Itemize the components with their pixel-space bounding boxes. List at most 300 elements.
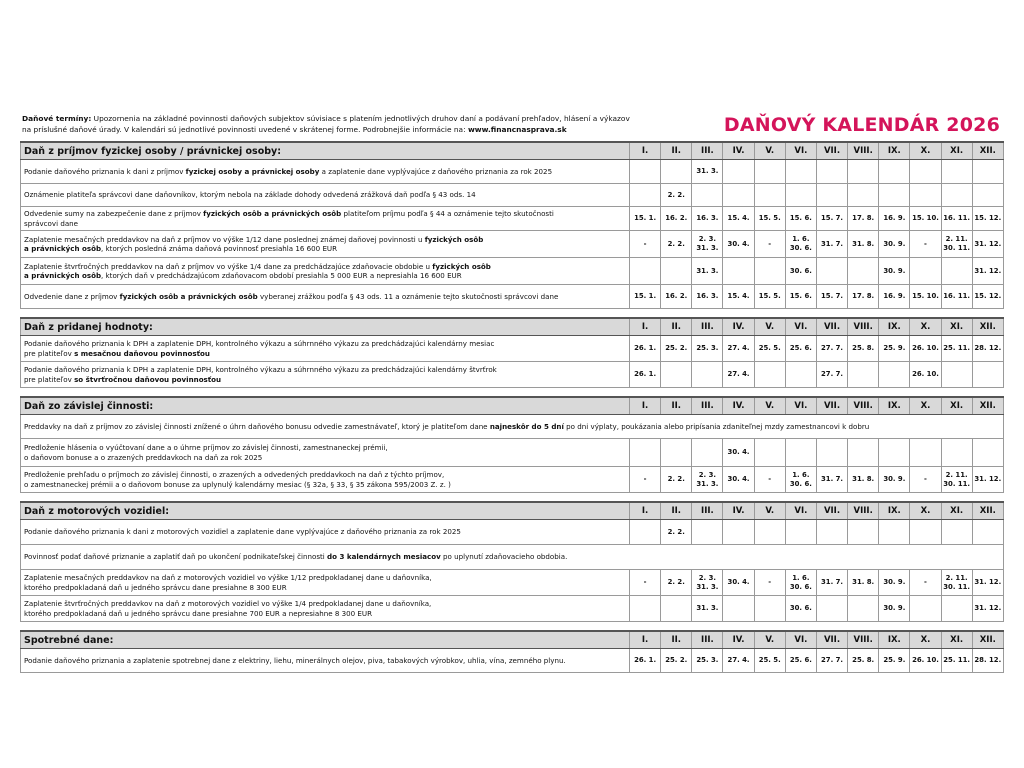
section-header-row xyxy=(21,631,1004,649)
deadline-cell xyxy=(910,184,941,207)
obligation-row xyxy=(21,545,1004,570)
text-segment: Zaplatenie štvrťročných preddavkov na daň z príjmov vo výške 1/4 dane za predchádzajúce zdaňovacie obdobie u xyxy=(24,261,433,271)
deadline-cell: 25. 2. xyxy=(661,649,692,673)
deadline-cell: 31. 12. xyxy=(972,467,1003,493)
tax-section-table xyxy=(20,630,1004,673)
text-segment: , ktorých daň v predchádzajúcom zdaňovacom období presiahla 5 000 EUR a nepresiahla 16 600 EUR xyxy=(101,271,462,280)
deadline-cell: 16. 3. xyxy=(692,207,723,231)
deadline-cell xyxy=(848,160,879,184)
deadline-cell: 15. 10. xyxy=(910,207,941,231)
description-line xyxy=(24,422,1000,432)
deadline-cell: 2. 2. xyxy=(661,467,692,493)
text-segment: pre platiteľov xyxy=(24,374,75,384)
deadline-cell: 25. 11. xyxy=(941,336,972,362)
description-line xyxy=(24,552,1000,562)
obligation-description xyxy=(21,439,630,467)
deadline-cell xyxy=(754,184,785,207)
bold-text: fyzických osôb a právnických osôb xyxy=(203,209,342,218)
month-header: VII. xyxy=(816,631,847,649)
month-header: IV. xyxy=(723,142,754,160)
month-header: IX. xyxy=(879,502,910,520)
obligation-description xyxy=(21,184,630,207)
deadline-cell: 26. 1. xyxy=(630,336,661,362)
deadline-date: 2. 3. xyxy=(698,470,716,479)
deadline-cell: 25. 9. xyxy=(879,336,910,362)
month-header: III. xyxy=(692,142,723,160)
intro-line-2 xyxy=(22,124,712,135)
deadline-cell: 15. 7. xyxy=(816,207,847,231)
deadline-cell: 30. 4. xyxy=(723,231,754,258)
text-segment: a zaplatenie dane vyplývajúce z daňového priznania za rok 2025 xyxy=(319,166,553,176)
month-header: IV. xyxy=(723,631,754,649)
obligation-description xyxy=(21,545,1004,570)
text-segment: Zaplatenie mesačných preddavkov na daň z príjmov vo výške 1/12 dane poslednej známej daňovej povinnosti u xyxy=(24,234,425,244)
obligation-row xyxy=(21,336,1004,362)
deadline-cell: - xyxy=(910,231,941,258)
deadline-date: 2. 11. xyxy=(945,470,968,479)
month-header: XI. xyxy=(941,397,972,415)
deadline-cell: 15. 1. xyxy=(630,207,661,231)
month-header: VII. xyxy=(816,397,847,415)
text-segment: Predloženie prehľadu o príjmoch zo závislej činnosti, o zrazených a odvedených preddavkoch na daň z týchto príjmov, xyxy=(24,470,445,479)
month-header: V. xyxy=(754,631,785,649)
deadline-cell: 30. 9. xyxy=(879,231,910,258)
description-line xyxy=(24,527,626,537)
description-line xyxy=(24,583,626,593)
deadline-cell xyxy=(785,362,816,388)
deadline-cell: 31. 12. xyxy=(972,258,1003,285)
deadline-date: 1. 6. xyxy=(792,470,810,479)
deadline-cell xyxy=(941,467,972,493)
description-line xyxy=(24,244,626,254)
deadline-cell xyxy=(910,520,941,545)
description-line xyxy=(24,235,626,245)
obligation-description xyxy=(21,160,630,184)
month-header: IX. xyxy=(879,631,910,649)
deadline-cell: 16. 2. xyxy=(661,285,692,309)
bold-text: s mesačnou daňovou povinnosťou xyxy=(74,348,210,358)
month-header: VI. xyxy=(785,142,816,160)
deadline-cell xyxy=(692,439,723,467)
month-header: XI. xyxy=(941,631,972,649)
month-header: VIII. xyxy=(848,318,879,336)
deadline-cell xyxy=(630,258,661,285)
obligation-row xyxy=(21,467,1004,493)
deadline-cell xyxy=(692,184,723,207)
deadline-cell: 30. 9. xyxy=(879,570,910,596)
deadline-cell: 30. 4. xyxy=(723,570,754,596)
obligation-row xyxy=(21,649,1004,673)
month-header: X. xyxy=(910,502,941,520)
deadline-cell: 31. 3. xyxy=(692,258,723,285)
deadline-cell: 17. 8. xyxy=(848,285,879,309)
month-header: VII. xyxy=(816,318,847,336)
description-line xyxy=(24,271,626,281)
deadline-cell xyxy=(879,362,910,388)
month-header: V. xyxy=(754,142,785,160)
text-segment: ktorého predpokladaná daň u jedného správcu dane presiahne 8 300 EUR xyxy=(24,582,287,592)
deadline-cell xyxy=(692,231,723,258)
deadline-cell: 28. 12. xyxy=(972,649,1003,673)
obligation-description xyxy=(21,258,630,285)
deadline-date: 31. 3. xyxy=(696,244,719,252)
month-header: XII. xyxy=(972,502,1003,520)
deadline-cell: 16. 9. xyxy=(879,207,910,231)
month-header: X. xyxy=(910,142,941,160)
deadline-date: 31. 3. xyxy=(696,582,719,591)
deadline-date: 30. 6. xyxy=(789,244,812,252)
obligation-row xyxy=(21,160,1004,184)
deadline-cell xyxy=(692,467,723,493)
bold-text: fyzickej osoby a právnickej osoby xyxy=(185,166,320,176)
month-header: VII. xyxy=(816,142,847,160)
text-segment: Zaplatenie mesačných preddavkov na daň z motorových vozidiel vo výške 1/12 predpokladanej dane u daňovníka, xyxy=(24,573,432,582)
description-line xyxy=(24,656,626,666)
month-header: IX. xyxy=(879,397,910,415)
obligation-description xyxy=(21,520,630,545)
deadline-cell: 31. 7. xyxy=(816,231,847,258)
text-segment: po dni výplaty, poukázania alebo pripísania zdaniteľnej mzdy zamestnancovi k dobru xyxy=(563,421,870,431)
deadline-cell xyxy=(941,439,972,467)
text-segment: Zaplatenie štvrťročných preddavkov na daň z motorových vozidiel vo výške 1/4 predpokladanej dane u daňovníka, xyxy=(24,599,432,608)
deadline-cell: 31. 3. xyxy=(692,596,723,622)
deadline-cell: 26. 1. xyxy=(630,362,661,388)
month-header: I. xyxy=(630,142,661,160)
deadline-cell: 31. 8. xyxy=(848,570,879,596)
obligation-description xyxy=(21,362,630,388)
description-line xyxy=(24,339,626,349)
description-line xyxy=(24,480,626,490)
obligation-description xyxy=(21,336,630,362)
bold-text: fyzických osôb xyxy=(432,261,491,271)
deadline-cell xyxy=(879,184,910,207)
deadline-cell: 31. 8. xyxy=(848,231,879,258)
deadline-cell: 25. 11. xyxy=(941,649,972,673)
text-segment: Preddavky na daň z príjmov zo závislej činnosti znížené o úhrn daňového bonusu odvedie zamestnávateľ, ktorý je platiteľom dane xyxy=(24,421,490,431)
deadline-cell: 27. 4. xyxy=(723,649,754,673)
month-header: VII. xyxy=(816,502,847,520)
deadline-cell: 31. 8. xyxy=(848,467,879,493)
deadline-cell: 15. 5. xyxy=(754,285,785,309)
deadline-cell: 15. 6. xyxy=(785,207,816,231)
deadline-cell xyxy=(941,184,972,207)
deadline-cell xyxy=(910,160,941,184)
bold-text: www.financnasprava.sk xyxy=(467,125,567,134)
deadline-cell xyxy=(661,439,692,467)
text-segment: Oznámenie platiteľa správcovi dane daňovníkov, ktorým nebola na základe dohody odvedená zrážková daň podľa § 43 ods. 14 xyxy=(24,190,476,200)
deadline-cell: 30. 9. xyxy=(879,596,910,622)
section-title: Daň z pridanej hodnoty: xyxy=(21,318,630,336)
month-header: II. xyxy=(661,397,692,415)
deadline-cell: 16. 9. xyxy=(879,285,910,309)
obligation-description xyxy=(21,231,630,258)
deadline-date: 31. 3. xyxy=(696,479,719,488)
deadline-cell xyxy=(661,258,692,285)
bold-text: fyzických osôb a právnických osôb xyxy=(119,291,258,301)
bold-text: do 3 kalendárnych mesiacov xyxy=(327,552,441,562)
obligation-row xyxy=(21,520,1004,545)
month-header: XII. xyxy=(972,631,1003,649)
month-header: XII. xyxy=(972,397,1003,415)
deadline-cell: 30. 4. xyxy=(723,467,754,493)
text-segment: správcovi dane xyxy=(24,218,79,228)
deadline-cell xyxy=(816,160,847,184)
deadline-cell: 31. 12. xyxy=(972,570,1003,596)
tax-section-table xyxy=(20,317,1004,388)
month-header: IX. xyxy=(879,142,910,160)
deadline-cell xyxy=(785,160,816,184)
deadline-cell xyxy=(723,596,754,622)
deadline-cell: 30. 9. xyxy=(879,258,910,285)
deadline-cell xyxy=(816,439,847,467)
deadline-date: 2. 3. xyxy=(698,235,716,243)
deadline-cell: 26. 10. xyxy=(910,362,941,388)
month-header: VI. xyxy=(785,397,816,415)
deadline-cell xyxy=(754,258,785,285)
deadline-cell xyxy=(785,231,816,258)
deadline-cell xyxy=(972,160,1003,184)
month-header: I. xyxy=(630,631,661,649)
tax-section-table xyxy=(20,501,1004,622)
deadline-cell xyxy=(848,258,879,285)
deadline-cell: 2. 2. xyxy=(661,520,692,545)
description-line xyxy=(24,609,626,619)
deadline-cell xyxy=(723,160,754,184)
description-line xyxy=(24,292,626,302)
deadline-cell: 15. 1. xyxy=(630,285,661,309)
obligation-row xyxy=(21,570,1004,596)
deadline-cell xyxy=(941,596,972,622)
month-header: I. xyxy=(630,502,661,520)
deadline-date: 30. 11. xyxy=(943,479,971,488)
deadline-date: 30. 6. xyxy=(789,582,812,591)
tax-calendar xyxy=(20,141,1003,681)
deadline-cell: 30. 4. xyxy=(723,439,754,467)
month-header: XI. xyxy=(941,318,972,336)
deadline-cell: 25. 8. xyxy=(848,649,879,673)
tax-section-table xyxy=(20,141,1004,309)
text-segment: na príslušné daňové úrady. V kalendári sú jednotlivé povinnosti uvedené v skrátenej forme. Podrobnejšie informácie na: xyxy=(22,125,468,134)
description-line xyxy=(24,365,626,375)
deadline-cell: 25. 6. xyxy=(785,336,816,362)
deadline-cell: 16. 11. xyxy=(941,207,972,231)
text-segment: , ktorých posledná známa daňová povinnosť presiahla 16 600 EUR xyxy=(101,244,338,253)
deadline-date: 30. 6. xyxy=(789,479,812,488)
deadline-cell xyxy=(754,160,785,184)
deadline-cell xyxy=(848,362,879,388)
deadline-cell: 15. 7. xyxy=(816,285,847,309)
description-line xyxy=(24,349,626,359)
tax-section-table xyxy=(20,396,1004,493)
month-header: II. xyxy=(661,502,692,520)
month-header: XII. xyxy=(972,318,1003,336)
deadline-cell xyxy=(754,596,785,622)
obligation-description xyxy=(21,285,630,309)
month-header: V. xyxy=(754,397,785,415)
deadline-cell: 26. 10. xyxy=(910,649,941,673)
intro-line-1 xyxy=(22,113,712,124)
deadline-date: 30. 11. xyxy=(943,244,971,252)
month-header: II. xyxy=(661,142,692,160)
obligation-row xyxy=(21,258,1004,285)
deadline-cell xyxy=(972,362,1003,388)
bold-text: najneskôr do 5 dní xyxy=(489,421,564,431)
deadline-cell: - xyxy=(630,570,661,596)
text-segment: o zamestnaneckej prémii a o daňovom bonuse za uplynulý kalendárny mesiac (§ 32a, § 33, § 35 zákona 595/2003 Z. z. ) xyxy=(24,479,451,489)
deadline-cell xyxy=(785,439,816,467)
deadline-date: 2. 11. xyxy=(945,573,968,582)
month-header: V. xyxy=(754,318,785,336)
obligation-row xyxy=(21,596,1004,622)
deadline-cell xyxy=(910,596,941,622)
deadline-cell: 2. 2. xyxy=(661,570,692,596)
deadline-cell xyxy=(692,362,723,388)
bold-text: a právnických osôb xyxy=(24,271,102,280)
deadline-cell xyxy=(723,184,754,207)
text-segment: Podanie daňového priznania k DPH a zaplatenie DPH, kontrolného výkazu a súhrnného výkazu za predchádzajúci kalendárny mesiac xyxy=(24,339,495,348)
month-header: XI. xyxy=(941,502,972,520)
deadline-cell xyxy=(692,520,723,545)
deadline-date: 1. 6. xyxy=(792,235,810,243)
deadline-cell: 15. 12. xyxy=(972,285,1003,309)
bold-text: so štvrťročnou daňovou povinnosťou xyxy=(74,374,222,384)
deadline-cell xyxy=(816,258,847,285)
month-header: IV. xyxy=(723,318,754,336)
deadline-cell: - xyxy=(754,570,785,596)
month-header: VI. xyxy=(785,318,816,336)
description-line xyxy=(24,453,626,463)
description-line xyxy=(24,262,626,272)
deadline-cell: 28. 12. xyxy=(972,336,1003,362)
deadline-cell: 31. 12. xyxy=(972,231,1003,258)
deadline-cell: 15. 5. xyxy=(754,207,785,231)
deadline-cell xyxy=(972,184,1003,207)
obligation-row xyxy=(21,184,1004,207)
deadline-cell xyxy=(972,520,1003,545)
deadline-cell xyxy=(848,520,879,545)
deadline-cell: 16. 11. xyxy=(941,285,972,309)
deadline-cell: - xyxy=(910,467,941,493)
deadline-cell: 27. 7. xyxy=(816,362,847,388)
description-line xyxy=(24,573,626,583)
obligation-row xyxy=(21,439,1004,467)
deadline-cell xyxy=(630,596,661,622)
text-segment: Podanie daňového priznania k dani z príjmov xyxy=(24,166,186,176)
deadline-cell: 26. 1. xyxy=(630,649,661,673)
deadline-cell: - xyxy=(630,467,661,493)
month-header: III. xyxy=(692,631,723,649)
obligation-row xyxy=(21,207,1004,231)
month-header: X. xyxy=(910,318,941,336)
deadline-cell xyxy=(630,520,661,545)
month-header: VI. xyxy=(785,502,816,520)
deadline-cell xyxy=(910,258,941,285)
deadline-cell xyxy=(910,439,941,467)
deadline-cell: 25. 9. xyxy=(879,649,910,673)
text-segment: Predloženie hlásenia o vyúčtovaní dane a o úhrne príjmov zo závislej činnosti, zamestnaneckej prémii, xyxy=(24,443,388,452)
deadline-cell xyxy=(941,570,972,596)
deadline-cell xyxy=(785,520,816,545)
month-header: XII. xyxy=(972,142,1003,160)
deadline-cell: 25. 2. xyxy=(661,336,692,362)
deadline-cell: 31. 3. xyxy=(692,160,723,184)
obligation-description xyxy=(21,596,630,622)
bold-text: a právnických osôb xyxy=(24,244,102,253)
deadline-cell xyxy=(785,184,816,207)
text-segment: Podanie daňového priznania a zaplatenie spotrebnej dane z elektriny, liehu, minerálnych olejov, piva, tabakových výrobkov, uhlia, vína, zemného plynu. xyxy=(24,655,566,665)
deadline-cell: 31. 7. xyxy=(816,467,847,493)
month-header: VIII. xyxy=(848,631,879,649)
bold-text: fyzických osôb xyxy=(424,234,484,244)
obligation-row xyxy=(21,231,1004,258)
deadline-cell: - xyxy=(910,570,941,596)
section-header-row xyxy=(21,397,1004,415)
deadline-cell: - xyxy=(630,231,661,258)
deadline-cell: 30. 6. xyxy=(785,258,816,285)
text-segment: Upozornenia na základné povinnosti daňových subjektov súvisiace s platením jednotlivých druhov daní a podávaní prehľadov, hlásení a výkazov xyxy=(91,114,630,123)
deadline-cell: 30. 6. xyxy=(785,596,816,622)
obligation-description xyxy=(21,570,630,596)
deadline-cell: 25. 3. xyxy=(692,336,723,362)
month-header: II. xyxy=(661,631,692,649)
deadline-cell xyxy=(848,596,879,622)
obligation-description xyxy=(21,649,630,673)
deadline-cell: 27. 7. xyxy=(816,649,847,673)
deadline-cell xyxy=(848,184,879,207)
deadline-cell: 30. 9. xyxy=(879,467,910,493)
deadline-cell xyxy=(630,439,661,467)
deadline-cell: - xyxy=(754,467,785,493)
deadline-cell: 27. 4. xyxy=(723,362,754,388)
month-header: X. xyxy=(910,397,941,415)
deadline-cell: 15. 4. xyxy=(723,285,754,309)
text-segment: ktorého predpokladaná daň u jedného správcu dane presiahne 700 EUR a nepresiahne 8 300 EUR xyxy=(24,608,372,618)
description-line xyxy=(24,470,626,480)
month-header: IX. xyxy=(879,318,910,336)
deadline-cell: 16. 2. xyxy=(661,207,692,231)
month-header: I. xyxy=(630,397,661,415)
description-line xyxy=(24,190,626,200)
deadline-cell xyxy=(879,160,910,184)
deadline-cell xyxy=(816,184,847,207)
month-header: X. xyxy=(910,631,941,649)
obligation-row xyxy=(21,362,1004,388)
obligation-row xyxy=(21,285,1004,309)
intro-text xyxy=(22,113,712,135)
text-segment: Podanie daňového priznania k DPH a zaplatenie DPH, kontrolného výkazu a súhrnného výkazu za predchádzajúci kalendárny štvrťrok xyxy=(24,365,497,374)
deadline-cell: 25. 8. xyxy=(848,336,879,362)
month-header: XI. xyxy=(941,142,972,160)
deadline-cell: 2. 2. xyxy=(661,231,692,258)
deadline-cell xyxy=(754,439,785,467)
page-title: DAŇOVÝ KALENDÁR 2026 xyxy=(723,114,1000,136)
month-header: VIII. xyxy=(848,142,879,160)
month-header: III. xyxy=(692,397,723,415)
section-title: Daň z príjmov fyzickej osoby / právnickej osoby: xyxy=(21,142,630,160)
deadline-date: 1. 6. xyxy=(792,573,810,582)
description-line xyxy=(24,209,626,219)
deadline-cell xyxy=(941,258,972,285)
deadline-cell: 15. 6. xyxy=(785,285,816,309)
deadline-cell xyxy=(661,362,692,388)
description-line xyxy=(24,375,626,385)
text-segment: Odvedenie sumy na zabezpečenie dane z príjmov xyxy=(24,209,204,218)
deadline-cell: 16. 3. xyxy=(692,285,723,309)
obligation-description xyxy=(21,467,630,493)
deadline-cell: - xyxy=(754,231,785,258)
text-segment: platiteľom príjmu podľa § 44 a oznámenie tejto skutočnosti xyxy=(341,209,554,218)
deadline-cell xyxy=(941,520,972,545)
